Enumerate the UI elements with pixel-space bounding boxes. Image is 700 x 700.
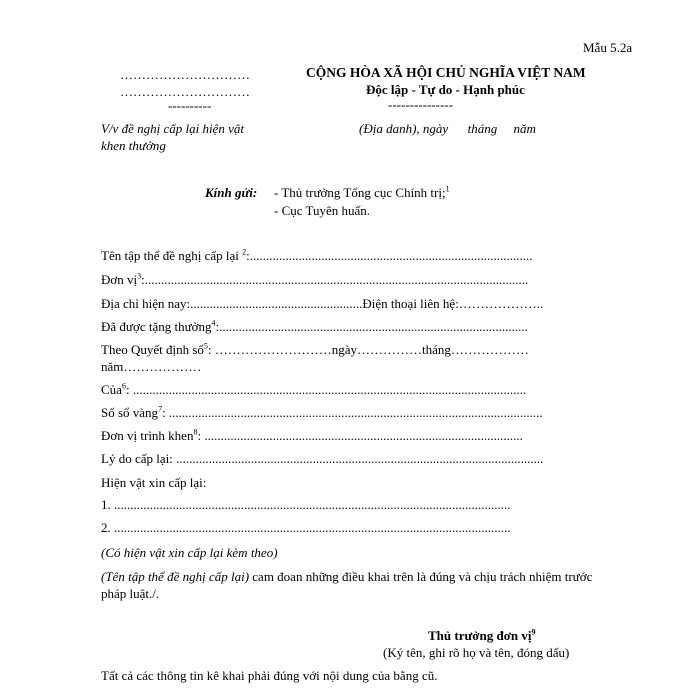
form-code: Mẫu 5.2a xyxy=(583,40,633,55)
item-1-field: 1. .......................................................................................................................... xyxy=(101,497,511,512)
decision-field: Theo Quyết định số$^5$: ………………………ngày……………tháng……………… xyxy=(101,341,529,357)
item-2-field: 2. .......................................................................................................................... xyxy=(101,520,511,535)
decision-year-field: năm……………… xyxy=(101,359,202,374)
commitment-line-1: (Tên tập thể đề nghị cấp lại) cam đoan những điều khai trên là đúng và chịu trách nhiệm trước xyxy=(101,569,593,584)
addressee-label: Kính gửi: xyxy=(205,185,258,200)
agency-name-line-1: ………………………… xyxy=(120,67,250,82)
footer-note: Tất cả các thông tin kê khai phải đúng với nội dung của bằng cũ. xyxy=(101,668,438,683)
agency-name-line-2: ………………………… xyxy=(120,84,250,99)
addressee-line-1: - Thủ trưởng Tổng cục Chính trị;$^1$ xyxy=(274,184,450,200)
right-header-divider: --------------- xyxy=(388,97,453,112)
reason-field: Lý do cấp lại: ................................................................................................................. xyxy=(101,451,544,466)
items-label: Hiện vật xin cấp lại: xyxy=(101,475,207,490)
subject-line-2: khen thưởng xyxy=(101,138,166,153)
country-name: CỘNG HÒA XÃ HỘI CHỦ NGHĨA VIỆT NAM xyxy=(306,65,586,80)
subject-line-1: V/v đề nghị cấp lại hiện vật xyxy=(101,121,244,136)
national-motto: Độc lập - Tự do - Hạnh phúc xyxy=(366,82,525,97)
awarded-field: Đã được tặng thưởng$^4$:............................................................................................... xyxy=(101,318,528,334)
commitment-line-2: pháp luật./. xyxy=(101,586,160,601)
signature-note: (Ký tên, ghi rõ họ và tên, đóng dấu) xyxy=(383,645,570,660)
golden-book-field: Số sổ vàng$^7$: ................................................................................................................... xyxy=(101,404,543,420)
attachment-note: (Có hiện vật xin cấp lại kèm theo) xyxy=(101,545,278,560)
left-header-divider: ---------- xyxy=(168,98,212,113)
place-and-date: (Địa danh), ngày tháng năm xyxy=(359,121,536,136)
addressee-line-2: - Cục Tuyên huấn. xyxy=(274,203,371,218)
address-phone-field: Địa chỉ hiện nay:.....................................................Điện thoại liên hệ:……………….. xyxy=(101,296,544,311)
issuer-field: Của$^6$: ......................................................................................................................... xyxy=(101,381,527,397)
unit-field: Đơn vị$^3$:...................................................................................................................... xyxy=(101,271,529,287)
collective-name-field: Tên tập thể đề nghị cấp lại $^2$:....................................................................................... xyxy=(101,247,533,263)
signature-title: Thủ trưởng đơn vị$^9$ xyxy=(428,627,536,643)
proposing-unit-field: Đơn vị trình khen$^8$: .................................................................................................. xyxy=(101,427,523,443)
